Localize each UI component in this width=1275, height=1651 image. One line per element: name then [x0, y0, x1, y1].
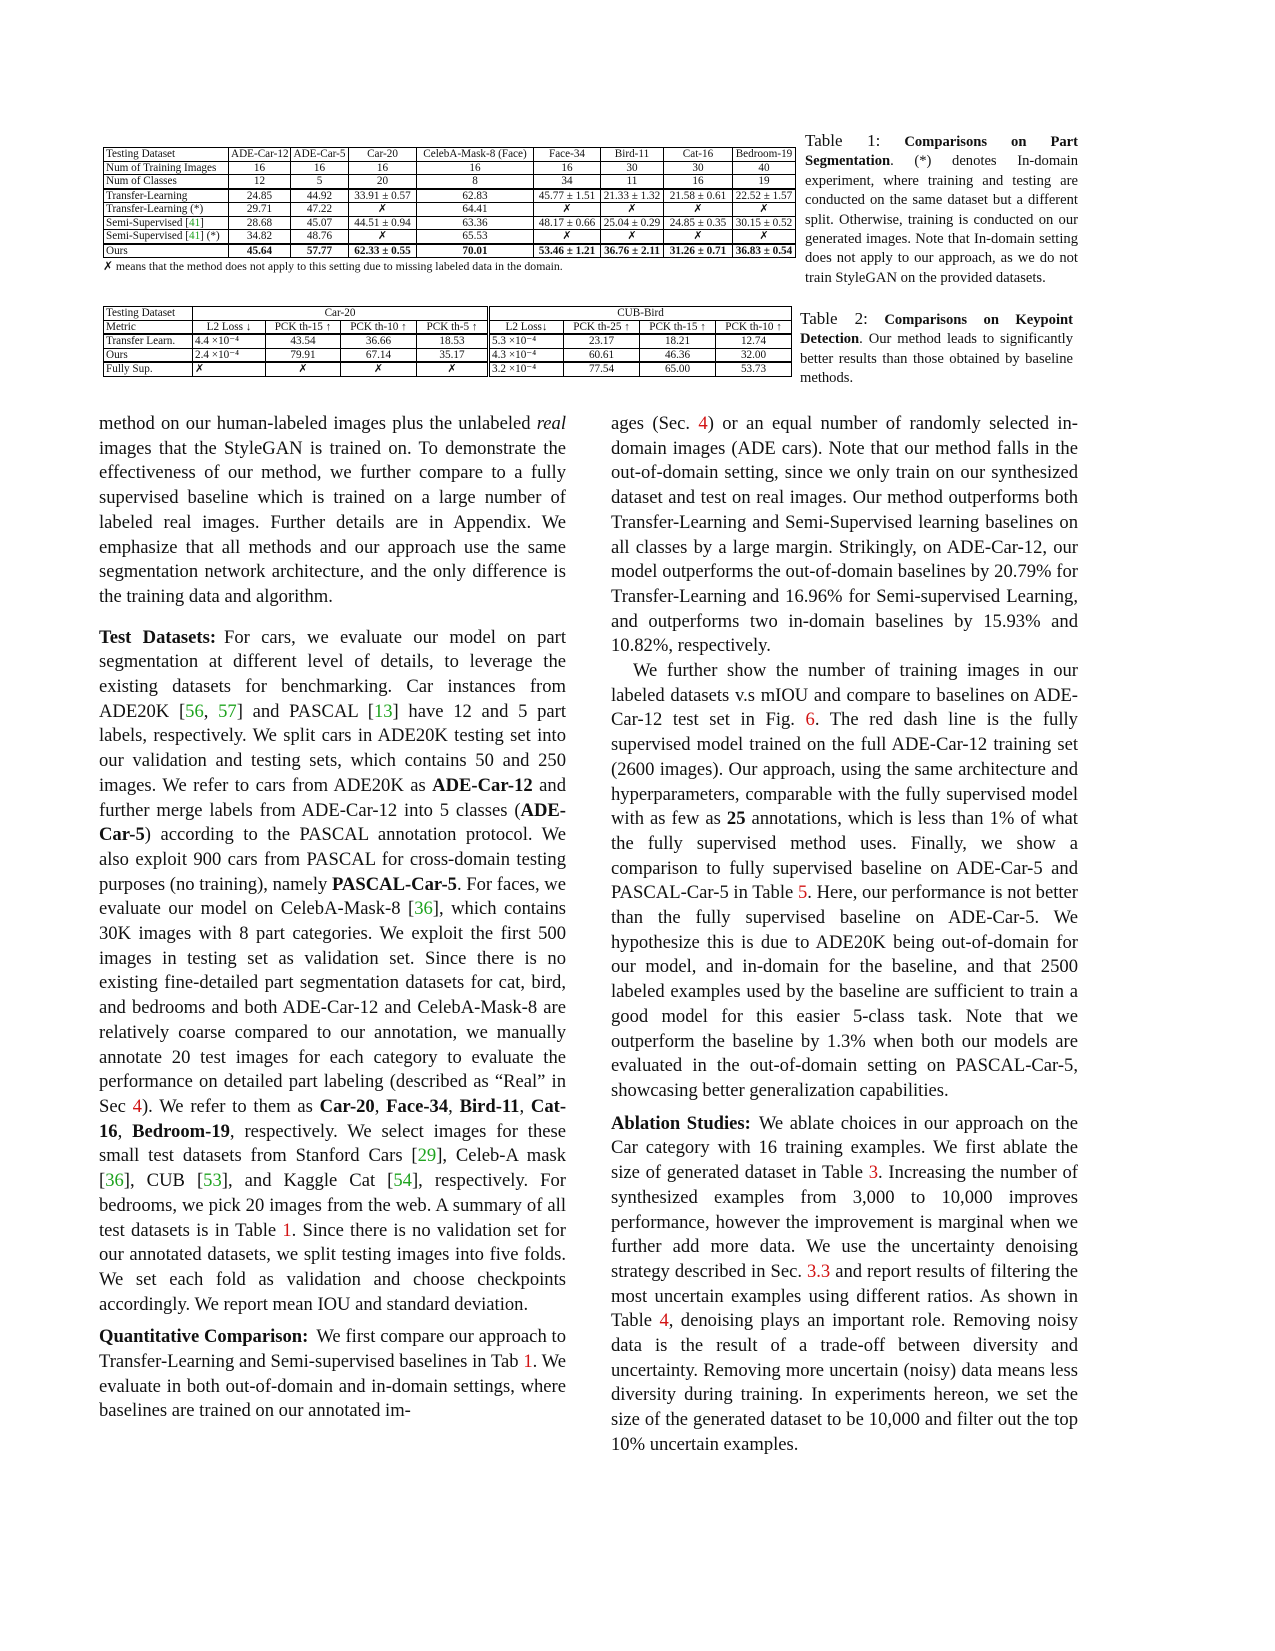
table1-cell: 25.04 ± 0.29: [601, 216, 664, 230]
table1-cell: ✗: [534, 230, 601, 244]
table1-cell: 24.85 ± 0.35: [664, 216, 733, 230]
table2-group-cell: Car-20: [193, 307, 489, 321]
table1-cell: 36.76 ± 2.11: [601, 244, 664, 258]
table2-metric-cell: PCK th-10 ↑: [341, 320, 417, 334]
table1-caption-text: . (*) denotes In-domain experiment, where training and testing are conducted on the same dataset but a different split. Otherwise, training is conducted on our generated images. Note that In-domain setting does not apply to our approach, as we do not train StyleGAN on the provided datasets.: [805, 153, 1078, 286]
table1-header-cell: Car-20: [349, 148, 417, 162]
section-link[interactable]: 4: [698, 413, 708, 434]
section-link[interactable]: 3.3: [806, 1260, 831, 1282]
table2-metric-cell: PCK th-25 ↑: [564, 320, 640, 334]
table1-cell: 8: [417, 175, 534, 189]
table1-cell: 28.68: [229, 216, 291, 230]
table1-header-cell: Bird-11: [601, 148, 664, 162]
table1-cell: 22.52 ± 1.57: [733, 189, 796, 203]
table2-method-cell: Transfer Learn.: [104, 334, 193, 348]
table1-cell: 30: [664, 161, 733, 175]
table2-method-cell: Fully Sup.: [104, 362, 193, 376]
table1-cell: 40: [733, 161, 796, 175]
table2-cell: 4.4 ×10⁻⁴: [193, 334, 266, 348]
table2-cell: 65.00: [640, 362, 716, 376]
table1-cell: 33.91 ± 0.57: [349, 189, 417, 203]
table2-group-cell: CUB-Bird: [489, 307, 792, 321]
table1-cell: 57.77: [291, 244, 349, 258]
table2-cell: 36.66: [341, 334, 417, 348]
table1-header-cell: Bedroom-19: [733, 148, 796, 162]
table1-info-row: [104, 175, 796, 189]
citation-link[interactable]: 57: [218, 700, 237, 722]
citation-link[interactable]: 13: [373, 700, 393, 722]
table1-label: Table 1:: [805, 131, 881, 150]
table2-cell: ✗: [193, 362, 266, 376]
table1-cell: 11: [601, 175, 664, 189]
table2-cell: 60.61: [564, 348, 640, 362]
table1-cell: ✗: [349, 230, 417, 244]
citation-link[interactable]: 56: [185, 700, 204, 722]
table1-cell: 45.64: [229, 244, 291, 258]
table1-cell: Num of Classes: [104, 175, 229, 189]
table1-row: [104, 189, 796, 203]
test-datasets-heading: Test Datasets:: [99, 626, 217, 648]
table2-header-cell: Metric: [104, 320, 193, 334]
table2-row: [104, 334, 792, 348]
table2-row: [104, 362, 792, 376]
table1-cell: 36.83 ± 0.54: [733, 244, 796, 258]
table1-block: [103, 147, 796, 274]
table1-row: [104, 216, 796, 230]
figure-link[interactable]: 6: [805, 709, 815, 731]
table1-cell: 16: [229, 161, 291, 175]
table1-cell: 44.92: [291, 189, 349, 203]
table1-title: Comparisons on Part Segmentation: [805, 134, 1079, 170]
right-paragraph-1: ages (Sec. 4) or an equal number of randomly selected in-domain images (ADE cars). Note that our method falls in the out-of-domain setting, since we only train on our synthesized dataset and test on real images. Our method outperforms both Transfer-Learning and Semi-Supervised learning baselines on all classes by a large margin. Strikingly, on ADE-Car-12, our model outperforms the out-of-domain baselines by 20.79% for Transfer-Learning and 16.96% for Semi-supervised Learning, and outperforms two in-domain baselines by 15.93% and 10.82%, respectively.: [611, 413, 1078, 657]
table1-cell: 16: [349, 161, 417, 175]
table2: [103, 306, 792, 377]
table-link[interactable]: 1: [282, 1219, 292, 1241]
table1-header-row: [104, 148, 796, 162]
table1-cell: 45.07: [291, 216, 349, 230]
citation-link[interactable]: 41: [188, 230, 201, 242]
table1-info-row: [104, 161, 796, 175]
table1-cell: 48.17 ± 0.66: [534, 216, 601, 230]
table1-header-cell: ADE-Car-12: [229, 148, 291, 162]
citation-link[interactable]: 29: [417, 1145, 437, 1167]
table2-method-cell: Ours: [104, 348, 193, 362]
citation-link[interactable]: 41: [188, 216, 201, 229]
quantitative-comparison-paragraph: Quantitative Comparison: We first compare our approach to Transfer-Learning and Semi-supervised baselines in Tab 1. We evaluate in both out-of-domain and in-domain settings, where baselines are trained on our annotated im-: [99, 1326, 566, 1422]
table1: [103, 147, 796, 258]
table1-cell: ✗: [601, 230, 664, 244]
table1-header-cell: Cat-16: [664, 148, 733, 162]
table1-cell: 47.22: [291, 203, 349, 217]
table1-cell: 16: [664, 175, 733, 189]
citation-link[interactable]: 54: [393, 1170, 412, 1192]
table1-caption: [805, 131, 1078, 288]
table1-method-cell: Transfer-Learning: [104, 189, 229, 203]
table2-caption: [800, 309, 1073, 389]
table1-cell: 64.41: [417, 203, 534, 217]
quantitative-comparison-heading: Quantitative Comparison:: [99, 1326, 309, 1348]
table1-cell: 30.15 ± 0.52: [733, 216, 796, 230]
section-link[interactable]: 4: [132, 1095, 142, 1117]
table1-cell: 34: [534, 175, 601, 189]
table2-cell: ✗: [341, 362, 417, 376]
table1-cell: 45.77 ± 1.51: [534, 189, 601, 203]
table2-cell: 43.54: [266, 334, 341, 348]
table2-cell: 5.3 ×10⁻⁴: [489, 334, 564, 348]
table1-cell: 5: [291, 175, 349, 189]
table1-method-cell: Semi-Supervised [41] (*): [104, 230, 229, 244]
left-column: [99, 412, 566, 1424]
table2-metric-cell: PCK th-15 ↑: [266, 320, 341, 334]
table1-cell: 21.33 ± 1.32: [601, 189, 664, 203]
table1-header-cell: CelebA-Mask-8 (Face): [417, 148, 534, 162]
citation-link[interactable]: 36: [105, 1170, 124, 1192]
table1-row: [104, 244, 796, 258]
table2-cell: 2.4 ×10⁻⁴: [193, 348, 266, 362]
table2-cell: ✗: [266, 362, 341, 376]
table2-block: [103, 306, 792, 377]
table1-cell: 30: [601, 161, 664, 175]
table2-label: Table 2:: [800, 309, 868, 328]
table2-metric-cell: L2 Loss↓: [489, 320, 564, 334]
table1-cell: ✗: [664, 203, 733, 217]
table1-cell: 44.51 ± 0.94: [349, 216, 417, 230]
table1-cell: ✗: [733, 203, 796, 217]
table1-cell: 19: [733, 175, 796, 189]
table2-metric-cell: PCK th-10 ↑: [716, 320, 792, 334]
table2-metric-cell: PCK th-5 ↑: [417, 320, 489, 334]
table2-metric-cell: L2 Loss ↓: [193, 320, 266, 334]
left-paragraph-1: method on our human-labeled images plus the unlabeled real images that the StyleGAN is trained on. To demonstrate the effectiveness of our method, we further compare to a fully supervised baseline which is trained on a large number of labeled real images. Further details are in Appendix. We emphasize that all methods and our approach use the same segmentation network architecture, and the only difference is the training data and algorithm.: [99, 413, 566, 607]
table1-cell: Num of Training Images: [104, 161, 229, 175]
table1-header-cell: ADE-Car-5: [291, 148, 349, 162]
table1-cell: 34.82: [229, 230, 291, 244]
table-link[interactable]: 5: [797, 882, 808, 904]
table1-cell: ✗: [733, 230, 796, 244]
table2-row: [104, 348, 792, 362]
table1-cell: 48.76: [291, 230, 349, 244]
table2-cell: 12.74: [716, 334, 792, 348]
table1-method-cell: Transfer-Learning (*): [104, 203, 229, 217]
table2-cell: 23.17: [564, 334, 640, 348]
table1-row: [104, 203, 796, 217]
table2-cell: 18.21: [640, 334, 716, 348]
table2-metric-cell: PCK th-15 ↑: [640, 320, 716, 334]
table2-cell: 3.2 ×10⁻⁴: [489, 362, 564, 376]
table2-caption-text: . Our method leads to significantly better results than those obtained by baseline methods.: [800, 331, 1073, 387]
test-datasets-paragraph: Test Datasets: For cars, we evaluate our model on part segmentation at different level of details, to leverage the existing datasets for benchmarking. Car instances from ADE20K [56, 57] and PASCAL [13] have 12 and 5 part labels, respectively. We split cars in ADE20K testing set into our validation and testing sets, which contains 50 and 250 images. We refer to cars from ADE20K as ADE-Car-12 and further merge labels from ADE-Car-12 into 5 classes (ADE-Car-5) according to the PASCAL annotation protocol. We also exploit 900 cars from PASCAL for cross-domain testing purposes (no training), namely PASCAL-Car-5. For faces, we evaluate our model on CelebA-Mask-8 [36], which contains 30K images with 8 part categories. We exploit the first 500 images in testing set as validation set. Since there is no existing fine-detailed part segmentation datasets for cat, bird, and bedrooms and both ADE-Car-12 and CelebA-Mask-8 are relatively coarse compared to our annotation, we manually annotate 20 test images for each category to evaluate the performance on detailed part labeling (described as “Real” in Sec 4). We refer to them as Car-20, Face-34, Bird-11, Cat-16, Bedroom-19, respectively. We select images for these small test datasets from Stanford Cars [29], Celeb-A mask [36], CUB [53], and Kaggle Cat [54], respectively. For bedrooms, we pick 20 images from the web. A summary of all test datasets is in Table 1. Since there is no validation set for our annotated datasets, we split testing images into five folds. We set each fold as validation and choose checkpoints accordingly. We report mean IOU and standard deviation.: [99, 626, 567, 1315]
table1-cell: ✗: [664, 230, 733, 244]
table2-cell: 79.91: [266, 348, 341, 362]
citation-link[interactable]: 53: [203, 1170, 222, 1192]
table1-cell: 31.26 ± 0.71: [664, 244, 733, 258]
table2-cell: 46.36: [640, 348, 716, 362]
table1-row: [104, 230, 796, 244]
citation-link[interactable]: 36: [414, 898, 433, 920]
table2-cell: 77.54: [564, 362, 640, 376]
table2-header-cell: Testing Dataset: [104, 307, 193, 321]
right-paragraph-2: We further show the number of training images in our labeled datasets v.s mIOU and compare to baselines on ADE-Car-12 test set in Fig. 6. The red dash line is the fully supervised model trained on the full ADE-Car-12 training set (2600 images). Our approach, using the same architecture and hyperparameters, comparable with the fully supervised model with as few as 25 annotations, which is less than 1% of what the fully supervised method uses. Finally, we show a comparison to fully supervised baseline on ADE-Car-5 and PASCAL-Car-5 in Table 5. Here, our performance is not better than the fully supervised baseline on ADE-Car-5. We hypothesize this is due to ADE20K being out-of-domain for our model, and in-domain for the baseline, and that 2500 labeled examples used by the baseline are sufficient to train a good model for this easier 5-class task. Note that we outperform the baseline by 1.3% when both our models are evaluated in the out-of-domain setting on PASCAL-Car-5, showcasing better generalization capabilities.: [611, 660, 1078, 1101]
table1-cell: 62.33 ± 0.55: [349, 244, 417, 258]
table-link[interactable]: 1: [523, 1351, 533, 1373]
table1-cell: ✗: [534, 203, 601, 217]
table1-cell: 29.71: [229, 203, 291, 217]
ablation-paragraph: Ablation Studies: We ablate choices in our approach on the Car category with 16 training examples. We first ablate the size of generated dataset in Table 3. Increasing the number of synthesized examples from 3,000 to 10,000 improves performance, however the improvement is marginal when we further add more data. We use the uncertainty denoising strategy described in Sec. 3.3 and report results of filtering the most uncertain examples using different ratios. As shown in Table 4, denoising plays an important role. Removing noisy data is the result of a trade-off between diversity and uncertainty. Removing more uncertain (noisy) data means less diversity during training. In experiments hereon, we set the size of the generated dataset to be 10,000 and filter out the top 10% uncertain examples.: [611, 1112, 1079, 1455]
table1-cell: 16: [417, 161, 534, 175]
table-link[interactable]: 3: [868, 1162, 879, 1184]
table2-cell: 35.17: [417, 348, 489, 362]
table1-method-cell: Ours: [104, 244, 229, 258]
ablation-heading: Ablation Studies:: [611, 1112, 751, 1134]
table1-cell: 70.01: [417, 244, 534, 258]
table1-cell: 65.53: [417, 230, 534, 244]
table1-header-cell: Face-34: [534, 148, 601, 162]
table1-cell: 16: [534, 161, 601, 175]
table2-metric-row: [104, 320, 792, 334]
table1-cell: 16: [291, 161, 349, 175]
table2-cell: 67.14: [341, 348, 417, 362]
table1-footnote: ✗ means that the method does not apply to this setting due to missing labeled data in the domain.: [103, 259, 563, 273]
table1-cell: ✗: [601, 203, 664, 217]
table2-group-row: [104, 307, 792, 321]
table1-cell: 53.46 ± 1.21: [534, 244, 601, 258]
table2-title: Comparisons on Keypoint Detection: [800, 312, 1073, 348]
right-column: [611, 412, 1078, 1458]
table1-cell: 21.58 ± 0.61: [664, 189, 733, 203]
table2-cell: 53.73: [716, 362, 792, 376]
table1-cell: ✗: [349, 203, 417, 217]
table1-cell: 12: [229, 175, 291, 189]
table1-cell: 20: [349, 175, 417, 189]
table1-cell: 63.36: [417, 216, 534, 230]
table2-cell: 18.53: [417, 334, 489, 348]
table2-cell: 32.00: [716, 348, 792, 362]
table2-cell: 4.3 ×10⁻⁴: [489, 348, 564, 362]
table1-header-cell: Testing Dataset: [104, 148, 229, 162]
table1-method-cell: Semi-Supervised [41]: [104, 216, 229, 230]
table1-cell: 62.83: [417, 189, 534, 203]
table-link[interactable]: 4: [659, 1310, 669, 1332]
table1-cell: 24.85: [229, 189, 291, 203]
table2-cell: ✗: [417, 362, 489, 376]
